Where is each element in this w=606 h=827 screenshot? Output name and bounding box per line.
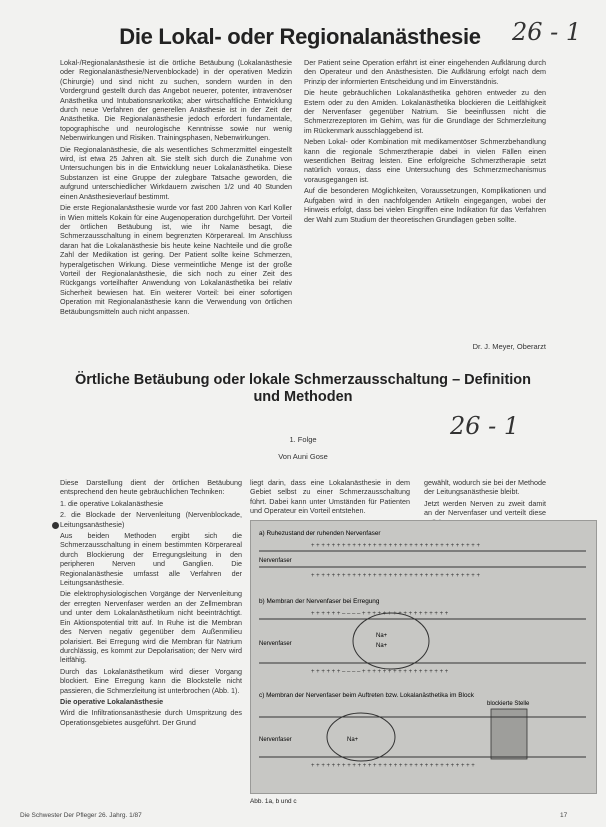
page-title: Die Lokal- oder Regionalanästhesie [119,24,481,49]
intro-paragraph: Der Patient seine Operation erfährt ist einer eingehenden Aufklärung durch den Operateur und den Anästhesisten. Die Aufklärung erfolgt nach dem Prinzip der informierten Entscheidung und im Einverständnis. [304,58,546,86]
block-label: blockierte Stelle [487,701,530,707]
part-label: 1. Folge [289,435,317,444]
intro-paragraph: Die erste Regionalanästhesie wurde vor fast 200 Jahren von Karl Koller in Wien mittels Kokain für eine Augenoperation durchgeführt. Der Vorteil der örtlichen Betäubung ist, wie ihr Name besagt, die Schmerzausschaltung in einem begrenzten Körperareal. Im Anschluss daran hat die Lokalanästhesie bis heute keine Nachteile und die große Zahl der Medikation ist gering. Der Patient sollte keine Schmerzen, hyperalgetischen Wirkung. Diese vermeintliche Menge ist der große Vorteil der Regionalanästhesie, die sich noch zu einer Zeit des Rückgangs vorteilhafter Anwendung von Lokalanästhetika bei relativ Sicherheit bewiesen hat. Ein weiterer Vorteil: bei einer sofortigen Operation mit Regionalanästhesie kann die Verwendung von örtlichen Betäubungsmitteln auch nicht anpassen. [60,203,292,316]
handwritten-mark: 26 - 1 [512,18,582,46]
footer-source: Die Schwester Der Pfleger 26. Jahrg. 1/87 [20,812,142,819]
svg-text:+ + + + + + + + + + + + + + +: + + + + + + + + + + + + + + + + + + + + + + + + + + + + + + + + [311,763,475,769]
article-column-1 [60,478,242,798]
figure-caption: Abb. 1a, b und c [250,798,297,805]
intro-column-right [304,58,546,338]
nerve-label: Nervenfaser [259,641,292,647]
paragraph: Diese Darstellung dient der örtlichen Betäubung entsprechend den heute gebräuchlichen Techniken: [60,478,242,497]
ion-label: Na+ [347,737,359,743]
list-item: 2. die Blockade der Nervenleitung (Nervenblockade, Leitungsanästhesie) [60,510,242,529]
article-column-2 [250,478,410,518]
svg-text:+ + + + + + + + + + + + + + +: + + + + + + + + + + + + + + + + + + + + + + + + + + + + + + + + + [311,573,480,579]
intro-paragraph: Neben Lokal- oder Kombination mit medikamentöser Schmerzbehandlung kann die regionale Schmerztherapie dabei in vielen Fällen einen wesentlichen Beitrag leisten. Eine erfolgreiche Schmerztherapie setzt natürlich voraus, dass eine Untersuchung des Schmerzmechanismus vorausgegangen ist. [304,137,546,184]
list-item: 1. die operative Lokalanästhesie [60,498,164,508]
panel-a-label: a) Ruhezustand der ruhenden Nervenfaser [259,530,381,537]
author-signature: Dr. J. Meyer, Oberarzt [472,342,546,351]
page-number: 17 [560,812,568,819]
svg-text:+ + + + + + + + + + + + + + +: + + + + + + + + + + + + + + + + + + + + + + + + + + + + + + + + + [311,543,480,549]
paragraph: Wird die Infiltrationsanästhesie durch Umspritzung des Operationsgebietes ausgeführt. Der Grund [60,708,242,727]
figure-drawing [251,521,596,793]
ion-label: Na+ [376,643,388,649]
intro-paragraph: Lokal-/Regionalanästhesie ist die örtliche Betäubung (Lokalanästhesie oder Regionalanästhesie/Nervenblockade) in der operativen Medizin (Chirurgie) und sind nicht zu suchen, sondern wurden in den Vordergrund gestellt durch das Angebot neuerer, potenter, intravenöser Anästhetika und Intubationsnarkotika; aber wirtschaftliche Entwicklung durch neue Verfahren der generellen Anästhesie ist in der Zeit der Anästhetika. Die Regionalanästhesie jedoch erfordert fundamentale, topographische und neurologische Kenntnisse sowie nur wenig Nebenwirkungen und Risiken. Trainingsphasen, Nebenwirkungen. [60,58,292,143]
paragraph: liegt darin, dass eine Lokalanästhesie in dem Gebiet selbst zu einer Schmerzausschaltung führt. Dabei kann unter Umständen für Patienten und Operateur ein Vorteil entstehen. [250,478,410,516]
paragraph: Jetzt werden Nerven zu zweit damit an der Nervenfaser und verteilt diese [424,498,546,518]
ion-label: Na+ [376,633,388,639]
paragraph: Aus beiden Methoden ergibt sich die Schmerzausschaltung in einem bestimmten Körperareal durch Blockierung der Erregungsleitung in den peripheren Nerven und Ganglien. Die Regionalanästhesie umfasst alle Verfahren der Leitungsanästhesie. [60,531,242,588]
nerve-label: Nervenfaser [259,558,292,564]
intro-paragraph: Die heute gebräuchlichen Lokalanästhetika gehören entweder zu den Estern oder zu den Amiden. Lokalanästhetika blockieren die Leitfähigkeit der Nervenfaser gegenüber Natrium. Sie beeinflussen nicht die Schmerzrezeptoren im Gehirn, was für die Grundlage der Schmerzleitung im Rückenmark ausschlaggebend ist. [304,88,546,135]
nerve-membrane-figure [250,520,597,794]
article-column-3 [424,478,546,518]
subheading: Die operative Lokalanästhesie [60,696,164,706]
byline: Von Auni Gose [278,452,328,461]
punch-hole [52,522,59,529]
paragraph: Die elektrophysiologischen Vorgänge der Nervenleitung der erregten Nervenfaser werden an der Zellmembran und unter dem Lokalanästhetikum nicht beeinträchtigt. Ein Aktionspotential tritt auf. In Ruhe ist die Membran des Nerven negativ gegenüber dem Außenmilieu polarisiert. Bei Erregung wird die Membran für Natrium durchlässig, es kommt zur Depolarisation; der Nerv wird leitfähig. [60,589,242,665]
intro-paragraph: Auf die besonderen Möglichkeiten, Voraussetzungen, Komplikationen und Aufgaben wird in den nachfolgenden Artikeln eingegangen, wobei der Hinweis erfolgt, dass bei vielen Eingriffen eine Indikation für das Verfahren der Wahl zum Studium der theoretischen Grundlagen geben sollte. [304,186,546,224]
handwritten-mark: 26 - 1 [450,412,520,440]
svg-text:+ + + + + + – – – –: + + + + + + – – – – + + + + + + + + + + + + + + + + + [311,611,449,617]
panel-c-label: c) Membran der Nervenfaser beim Auftreten bzw. Lokalanästhetika im Block [259,692,474,699]
paragraph: Durch das Lokalanästhetikum wird dieser Vorgang blockiert. Eine Erregung kann die Blockstelle nicht passieren, die Schmerzleitung ist unterbrochen (Abb. 1). [60,666,242,695]
svg-text:+ + + + + + – – – –: + + + + + + – – – – + + + + + + + + + + + + + + + + + [311,669,449,675]
intro-column-left [60,58,292,354]
paragraph: gewählt, wodurch sie bei der Methode der Leitungsanästhesie bleibt. [424,478,546,497]
intro-paragraph: Die Regionalanästhesie, die als wesentliches Schmerzmittel eingestellt wird, ist etwa 25 Jahren alt. Sie stellt sich durch die Zunahme von Untersuchungen bis in die Entwicklung neuer Lokalanästhetika. Diese Substanzen ist eine Gruppe der zulegbare Tatsache geworden, die aufgrund unterschiedlicher Wirkdauern zwischen 1/2 und 40 Stunden einen Anästhesieverlauf bestimmt. [60,144,292,201]
article-title: Örtliche Betäubung oder lokale Schmerzausschaltung – Definition und Methoden [74,372,532,405]
nerve-label: Nervenfaser [259,737,292,743]
panel-b-label: b) Membran der Nervenfaser bei Erregung [259,598,380,605]
